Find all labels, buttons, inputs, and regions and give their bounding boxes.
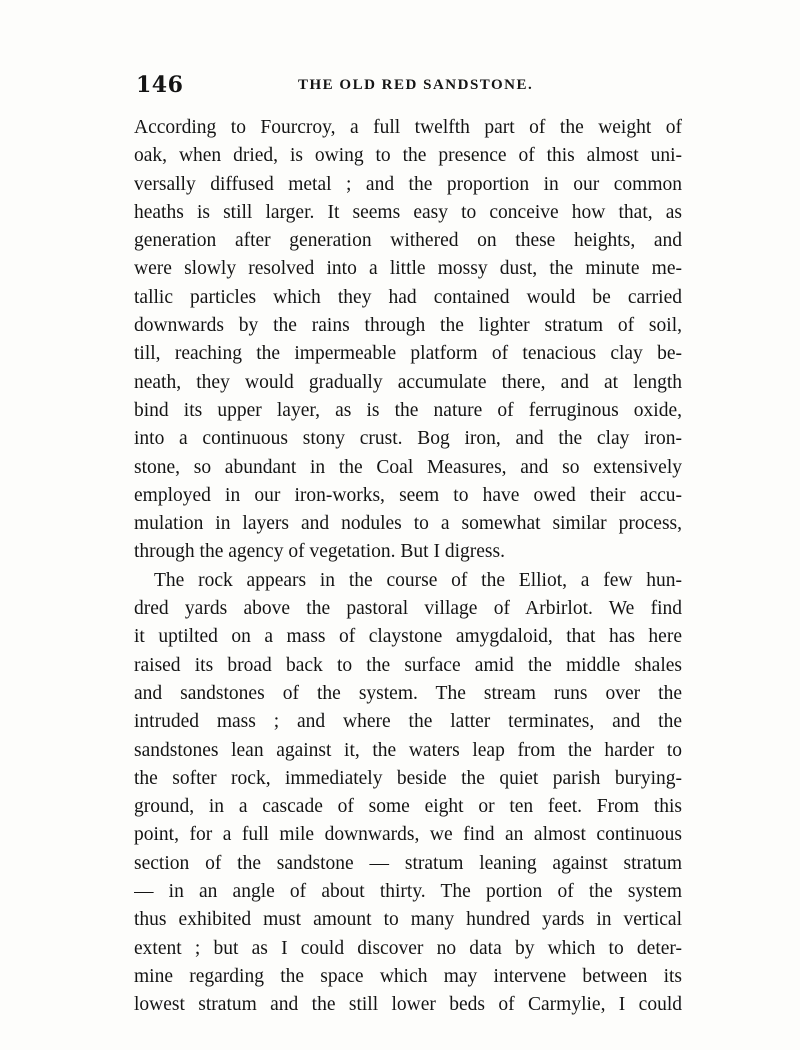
text-line: lowest stratum and the still lower beds of Carmylie, I could [134, 994, 682, 1016]
paragraph [134, 114, 682, 567]
text-line: stone, so abundant in the Coal Measures, and so extensively [134, 456, 682, 478]
text-line: point, for a full mile downwards, we find an almost continuous [134, 824, 682, 846]
text-line: employed in our iron-works, seem to have owed their accu- [134, 484, 682, 506]
text-line: sandstones lean against it, the waters leap from the harder to [134, 739, 682, 761]
text-line: through the agency of vegetation. But I digress. [134, 541, 505, 563]
text-line: it uptilted on a mass of claystone amygdaloid, that has here [134, 626, 682, 648]
text-line: dred yards above the pastoral village of Arbirlot. We find [134, 598, 682, 620]
text-line: mulation in layers and nodules to a somewhat similar process, [134, 513, 682, 535]
text-line: raised its broad back to the surface amid the middle shales [134, 654, 682, 676]
text-line: the softer rock, immediately beside the quiet parish burying- [134, 767, 682, 789]
text-line: neath, they would gradually accumulate there, and at length [134, 371, 682, 393]
text-line: The rock appears in the course of the Elliot, a few hun- [154, 569, 682, 591]
text-line: intruded mass ; and where the latter terminates, and the [134, 711, 682, 733]
text-line: till, reaching the impermeable platform of tenacious clay be- [134, 343, 682, 365]
text-line: were slowly resolved into a little mossy dust, the minute me- [134, 258, 682, 280]
text-line: tallic particles which they had contained would be carried [134, 286, 682, 308]
body-text [134, 114, 682, 1020]
paragraph [134, 567, 682, 1020]
text-line: bind its upper layer, as is the nature of ferruginous oxide, [134, 399, 682, 421]
text-line: section of the sandstone — stratum leaning against stratum [134, 852, 682, 874]
text-line: into a continuous stony crust. Bog iron, and the clay iron- [134, 428, 682, 450]
text-line: — in an angle of about thirty. The portion of the system [134, 881, 682, 903]
text-line: extent ; but as I could discover no data by which to deter- [134, 937, 682, 959]
text-line: heaths is still larger. It seems easy to conceive how that, as [134, 201, 682, 223]
text-line: generation after generation withered on these heights, and [134, 230, 682, 252]
page-header [128, 72, 688, 106]
text-line: versally diffused metal ; and the proportion in our common [134, 173, 682, 195]
text-line: and sandstones of the system. The stream runs over the [134, 682, 682, 704]
text-line: mine regarding the space which may intervene between its [134, 965, 682, 987]
page-number: 146 [136, 72, 184, 98]
running-head: THE OLD RED SANDSTONE. [298, 77, 534, 93]
text-line: ground, in a cascade of some eight or ten feet. From this [134, 796, 682, 818]
text-line: According to Fourcroy, a full twelfth part of the weight of [134, 117, 682, 138]
text-line: oak, when dried, is owing to the presence of this almost uni- [134, 145, 682, 167]
text-line: thus exhibited must amount to many hundred yards in vertical [134, 909, 682, 931]
text-line: downwards by the rains through the lighter stratum of soil, [134, 315, 682, 337]
